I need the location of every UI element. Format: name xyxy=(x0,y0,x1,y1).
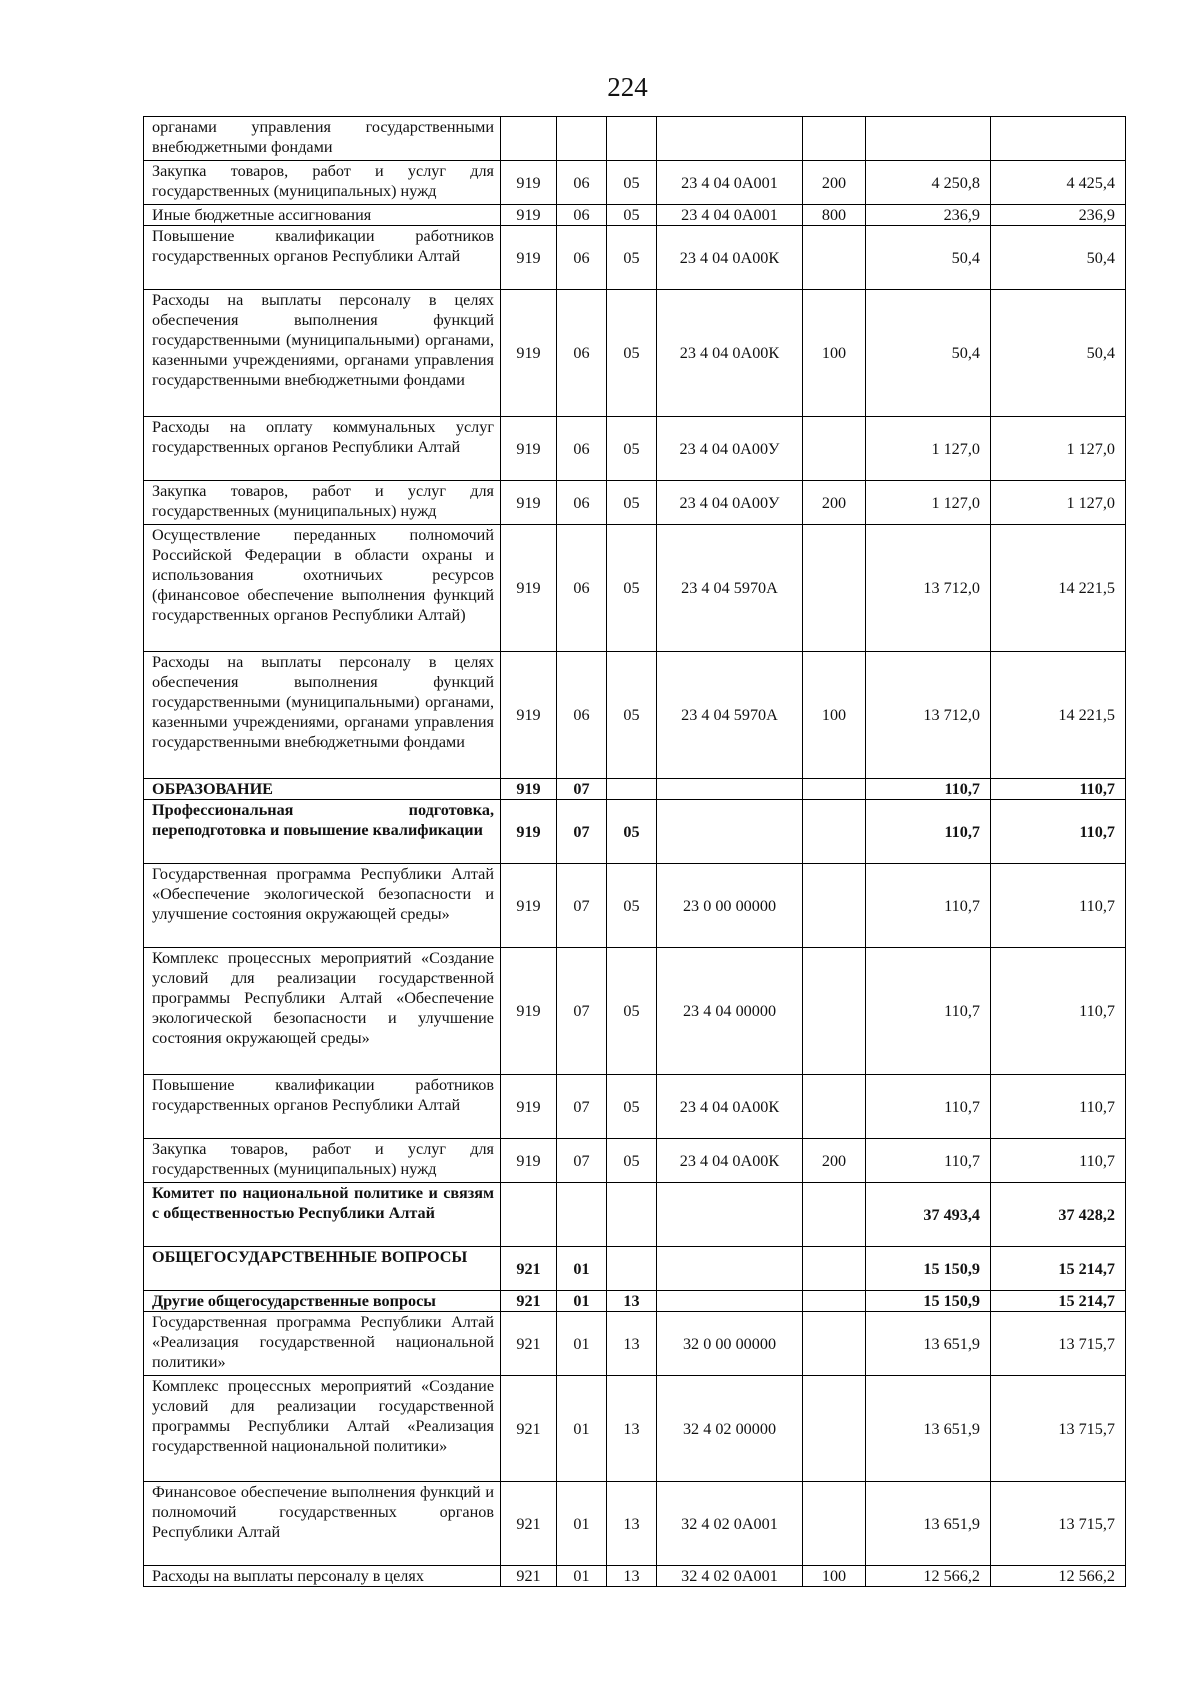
table-row xyxy=(144,1482,1126,1566)
table-row xyxy=(144,481,1126,525)
row-amount-year-2: 15 214,7 xyxy=(991,1247,1126,1291)
row-name: Расходы на оплату коммунальных услуг государственных органов Республики Алтай xyxy=(144,417,501,481)
row-amount-year-1: 110,7 xyxy=(866,779,991,800)
row-amount-year-2: 110,7 xyxy=(991,1139,1126,1183)
row-expense-type xyxy=(803,1183,866,1247)
table-row xyxy=(144,226,1126,290)
row-name: Комплекс процессных мероприятий «Создание условий для реализации государственной программы Республики Алтай «Реализация государственной национальной политики» xyxy=(144,1376,501,1482)
row-amount-year-2: 50,4 xyxy=(991,226,1126,290)
row-subsection-code: 13 xyxy=(607,1291,657,1312)
row-expense-type xyxy=(803,1482,866,1566)
table-row xyxy=(144,652,1126,779)
table-row xyxy=(144,1247,1126,1291)
row-ministry-code: 919 xyxy=(501,864,557,948)
row-amount-year-2 xyxy=(991,117,1126,161)
row-target-article: 23 4 04 0А00К xyxy=(657,226,803,290)
row-amount-year-2: 110,7 xyxy=(991,1075,1126,1139)
row-name: Комплекс процессных мероприятий «Создание условий для реализации государственной программы Республики Алтай «Обеспечение экологической безопасности и улучшение состояния окружающей среды» xyxy=(144,948,501,1075)
row-target-article: 32 4 02 0А001 xyxy=(657,1482,803,1566)
row-target-article xyxy=(657,779,803,800)
row-section-code: 01 xyxy=(557,1291,607,1312)
table-row xyxy=(144,779,1126,800)
row-amount-year-1: 15 150,9 xyxy=(866,1247,991,1291)
row-amount-year-1: 13 651,9 xyxy=(866,1482,991,1566)
row-amount-year-2: 4 425,4 xyxy=(991,161,1126,205)
row-name: органами управления государственными внебюджетными фондами xyxy=(144,117,501,161)
row-amount-year-2: 15 214,7 xyxy=(991,1291,1126,1312)
row-ministry-code: 921 xyxy=(501,1376,557,1482)
row-ministry-code: 921 xyxy=(501,1566,557,1587)
row-amount-year-2: 110,7 xyxy=(991,864,1126,948)
row-amount-year-2: 110,7 xyxy=(991,779,1126,800)
row-expense-type xyxy=(803,779,866,800)
row-expense-type xyxy=(803,1075,866,1139)
row-target-article: 23 4 04 0А00К xyxy=(657,290,803,417)
table-row xyxy=(144,290,1126,417)
row-name: Расходы на выплаты персоналу в целях обеспечения выполнения функций государственными (муниципальными) органами, казенными учреждениями, органами управления государственными внебюджетными фондами xyxy=(144,652,501,779)
row-target-article: 23 4 04 5970А xyxy=(657,525,803,652)
row-ministry-code: 919 xyxy=(501,481,557,525)
row-amount-year-1: 37 493,4 xyxy=(866,1183,991,1247)
budget-table xyxy=(143,116,1126,1587)
row-subsection-code xyxy=(607,117,657,161)
row-target-article: 23 4 04 0А00К xyxy=(657,1075,803,1139)
row-section-code: 01 xyxy=(557,1247,607,1291)
row-ministry-code: 919 xyxy=(501,161,557,205)
row-section-code: 01 xyxy=(557,1566,607,1587)
row-amount-year-2: 13 715,7 xyxy=(991,1482,1126,1566)
table-row xyxy=(144,205,1126,226)
row-section-code: 06 xyxy=(557,161,607,205)
row-expense-type: 100 xyxy=(803,652,866,779)
row-name: Повышение квалификации работников государственных органов Республики Алтай xyxy=(144,226,501,290)
row-target-article: 32 4 02 00000 xyxy=(657,1376,803,1482)
row-amount-year-1: 4 250,8 xyxy=(866,161,991,205)
row-amount-year-1: 50,4 xyxy=(866,290,991,417)
row-expense-type xyxy=(803,525,866,652)
row-amount-year-1: 236,9 xyxy=(866,205,991,226)
row-target-article xyxy=(657,1247,803,1291)
row-amount-year-1: 13 712,0 xyxy=(866,525,991,652)
row-expense-type xyxy=(803,800,866,864)
row-amount-year-2: 13 715,7 xyxy=(991,1312,1126,1376)
row-name: Другие общегосударственные вопросы xyxy=(144,1291,501,1312)
row-amount-year-2: 1 127,0 xyxy=(991,481,1126,525)
row-name: ОБРАЗОВАНИЕ xyxy=(144,779,501,800)
row-amount-year-1: 13 712,0 xyxy=(866,652,991,779)
row-amount-year-1: 110,7 xyxy=(866,800,991,864)
page-number: 224 xyxy=(607,72,648,102)
row-ministry-code: 919 xyxy=(501,1075,557,1139)
row-expense-type: 800 xyxy=(803,205,866,226)
row-section-code: 07 xyxy=(557,800,607,864)
row-section-code: 07 xyxy=(557,864,607,948)
row-target-article xyxy=(657,117,803,161)
row-ministry-code: 921 xyxy=(501,1291,557,1312)
row-expense-type: 100 xyxy=(803,290,866,417)
row-amount-year-1: 50,4 xyxy=(866,226,991,290)
row-name: Финансовое обеспечение выполнения функций и полномочий государственных органов Республики Алтай xyxy=(144,1482,501,1566)
row-target-article: 23 4 04 00000 xyxy=(657,948,803,1075)
row-section-code: 06 xyxy=(557,525,607,652)
row-target-article: 23 0 00 00000 xyxy=(657,864,803,948)
row-name: Закупка товаров, работ и услуг для государственных (муниципальных) нужд xyxy=(144,481,501,525)
table-row xyxy=(144,1139,1126,1183)
table-row xyxy=(144,1291,1126,1312)
table-row xyxy=(144,864,1126,948)
row-expense-type: 200 xyxy=(803,161,866,205)
row-section-code: 07 xyxy=(557,948,607,1075)
table-row xyxy=(144,1566,1126,1587)
table-row xyxy=(144,1075,1126,1139)
row-section-code xyxy=(557,1183,607,1247)
row-expense-type: 100 xyxy=(803,1566,866,1587)
row-amount-year-1: 110,7 xyxy=(866,864,991,948)
row-name: Профессиональная подготовка, переподготовка и повышение квалификации xyxy=(144,800,501,864)
row-target-article: 32 0 00 00000 xyxy=(657,1312,803,1376)
row-ministry-code: 919 xyxy=(501,779,557,800)
row-amount-year-1: 110,7 xyxy=(866,948,991,1075)
row-expense-type xyxy=(803,226,866,290)
row-subsection-code: 05 xyxy=(607,290,657,417)
row-subsection-code: 05 xyxy=(607,205,657,226)
row-amount-year-2: 50,4 xyxy=(991,290,1126,417)
row-section-code: 01 xyxy=(557,1376,607,1482)
row-subsection-code: 13 xyxy=(607,1376,657,1482)
row-target-article xyxy=(657,1183,803,1247)
row-section-code: 07 xyxy=(557,779,607,800)
row-subsection-code: 05 xyxy=(607,1139,657,1183)
row-amount-year-2: 14 221,5 xyxy=(991,525,1126,652)
row-name: Расходы на выплаты персоналу в целях обеспечения выполнения функций государственными (муниципальными) органами, казенными учреждениями, органами управления государственными внебюджетными фондами xyxy=(144,290,501,417)
table-row xyxy=(144,1312,1126,1376)
row-amount-year-2: 236,9 xyxy=(991,205,1126,226)
row-expense-type xyxy=(803,117,866,161)
row-ministry-code: 919 xyxy=(501,800,557,864)
table-row xyxy=(144,417,1126,481)
row-expense-type xyxy=(803,1247,866,1291)
row-name: Иные бюджетные ассигнования xyxy=(144,205,501,226)
row-amount-year-1: 110,7 xyxy=(866,1139,991,1183)
row-target-article xyxy=(657,1291,803,1312)
row-section-code: 06 xyxy=(557,481,607,525)
row-section-code: 01 xyxy=(557,1482,607,1566)
row-expense-type xyxy=(803,1312,866,1376)
row-target-article xyxy=(657,800,803,864)
row-amount-year-2: 12 566,2 xyxy=(991,1566,1126,1587)
row-expense-type xyxy=(803,864,866,948)
row-section-code: 01 xyxy=(557,1312,607,1376)
row-amount-year-1: 12 566,2 xyxy=(866,1566,991,1587)
row-name: Расходы на выплаты персоналу в целях xyxy=(144,1566,501,1587)
row-subsection-code: 05 xyxy=(607,481,657,525)
row-subsection-code: 13 xyxy=(607,1566,657,1587)
row-target-article: 23 4 04 0А00У xyxy=(657,481,803,525)
row-section-code xyxy=(557,117,607,161)
table-row xyxy=(144,117,1126,161)
row-expense-type xyxy=(803,1376,866,1482)
row-subsection-code: 05 xyxy=(607,864,657,948)
row-amount-year-2: 110,7 xyxy=(991,948,1126,1075)
row-subsection-code: 13 xyxy=(607,1482,657,1566)
row-amount-year-1: 1 127,0 xyxy=(866,417,991,481)
row-target-article: 32 4 02 0А001 xyxy=(657,1566,803,1587)
row-ministry-code: 921 xyxy=(501,1482,557,1566)
row-subsection-code: 05 xyxy=(607,525,657,652)
row-amount-year-1: 1 127,0 xyxy=(866,481,991,525)
row-section-code: 07 xyxy=(557,1139,607,1183)
row-name: Закупка товаров, работ и услуг для государственных (муниципальных) нужд xyxy=(144,1139,501,1183)
row-subsection-code: 05 xyxy=(607,161,657,205)
row-expense-type xyxy=(803,417,866,481)
row-section-code: 07 xyxy=(557,1075,607,1139)
row-target-article: 23 4 04 0А00К xyxy=(657,1139,803,1183)
table-row xyxy=(144,1183,1126,1247)
row-subsection-code xyxy=(607,779,657,800)
row-subsection-code: 13 xyxy=(607,1312,657,1376)
row-ministry-code xyxy=(501,1183,557,1247)
row-target-article: 23 4 04 0А001 xyxy=(657,161,803,205)
row-subsection-code: 05 xyxy=(607,1075,657,1139)
row-amount-year-1 xyxy=(866,117,991,161)
table-row xyxy=(144,1376,1126,1482)
row-name: Повышение квалификации работников государственных органов Республики Алтай xyxy=(144,1075,501,1139)
row-amount-year-1: 13 651,9 xyxy=(866,1376,991,1482)
row-target-article: 23 4 04 0А001 xyxy=(657,205,803,226)
row-amount-year-2: 110,7 xyxy=(991,800,1126,864)
table-row xyxy=(144,525,1126,652)
row-subsection-code: 05 xyxy=(607,652,657,779)
row-ministry-code: 919 xyxy=(501,948,557,1075)
row-subsection-code: 05 xyxy=(607,417,657,481)
row-section-code: 06 xyxy=(557,226,607,290)
row-section-code: 06 xyxy=(557,205,607,226)
row-subsection-code xyxy=(607,1247,657,1291)
row-amount-year-1: 110,7 xyxy=(866,1075,991,1139)
row-expense-type: 200 xyxy=(803,481,866,525)
row-section-code: 06 xyxy=(557,417,607,481)
row-name: ОБЩЕГОСУДАРСТВЕННЫЕ ВОПРОСЫ xyxy=(144,1247,501,1291)
row-expense-type: 200 xyxy=(803,1139,866,1183)
row-ministry-code: 919 xyxy=(501,652,557,779)
row-name: Осуществление переданных полномочий Российской Федерации в области охраны и использования охотничьих ресурсов (финансовое обеспечение выполнения функций государственных органов Республики Алтай) xyxy=(144,525,501,652)
row-ministry-code: 919 xyxy=(501,290,557,417)
row-amount-year-1: 13 651,9 xyxy=(866,1312,991,1376)
row-name: Комитет по национальной политике и связям с общественностью Республики Алтай xyxy=(144,1183,501,1247)
row-subsection-code xyxy=(607,1183,657,1247)
table-body xyxy=(144,117,1126,1587)
row-amount-year-2: 1 127,0 xyxy=(991,417,1126,481)
row-amount-year-2: 14 221,5 xyxy=(991,652,1126,779)
row-name: Государственная программа Республики Алтай «Реализация государственной национальной политики» xyxy=(144,1312,501,1376)
row-section-code: 06 xyxy=(557,290,607,417)
row-expense-type xyxy=(803,948,866,1075)
row-target-article: 23 4 04 5970А xyxy=(657,652,803,779)
row-ministry-code: 921 xyxy=(501,1312,557,1376)
row-ministry-code: 919 xyxy=(501,525,557,652)
table-row xyxy=(144,948,1126,1075)
row-subsection-code: 05 xyxy=(607,800,657,864)
table-row xyxy=(144,800,1126,864)
row-section-code: 06 xyxy=(557,652,607,779)
row-ministry-code xyxy=(501,117,557,161)
row-name: Государственная программа Республики Алтай «Обеспечение экологической безопасности и улучшение состояния окружающей среды» xyxy=(144,864,501,948)
row-amount-year-2: 13 715,7 xyxy=(991,1376,1126,1482)
row-ministry-code: 919 xyxy=(501,205,557,226)
row-expense-type xyxy=(803,1291,866,1312)
row-subsection-code: 05 xyxy=(607,948,657,1075)
table-row xyxy=(144,161,1126,205)
row-name: Закупка товаров, работ и услуг для государственных (муниципальных) нужд xyxy=(144,161,501,205)
row-amount-year-2: 37 428,2 xyxy=(991,1183,1126,1247)
row-amount-year-1: 15 150,9 xyxy=(866,1291,991,1312)
row-ministry-code: 919 xyxy=(501,1139,557,1183)
row-ministry-code: 919 xyxy=(501,226,557,290)
row-subsection-code: 05 xyxy=(607,226,657,290)
row-target-article: 23 4 04 0А00У xyxy=(657,417,803,481)
row-ministry-code: 921 xyxy=(501,1247,557,1291)
row-ministry-code: 919 xyxy=(501,417,557,481)
